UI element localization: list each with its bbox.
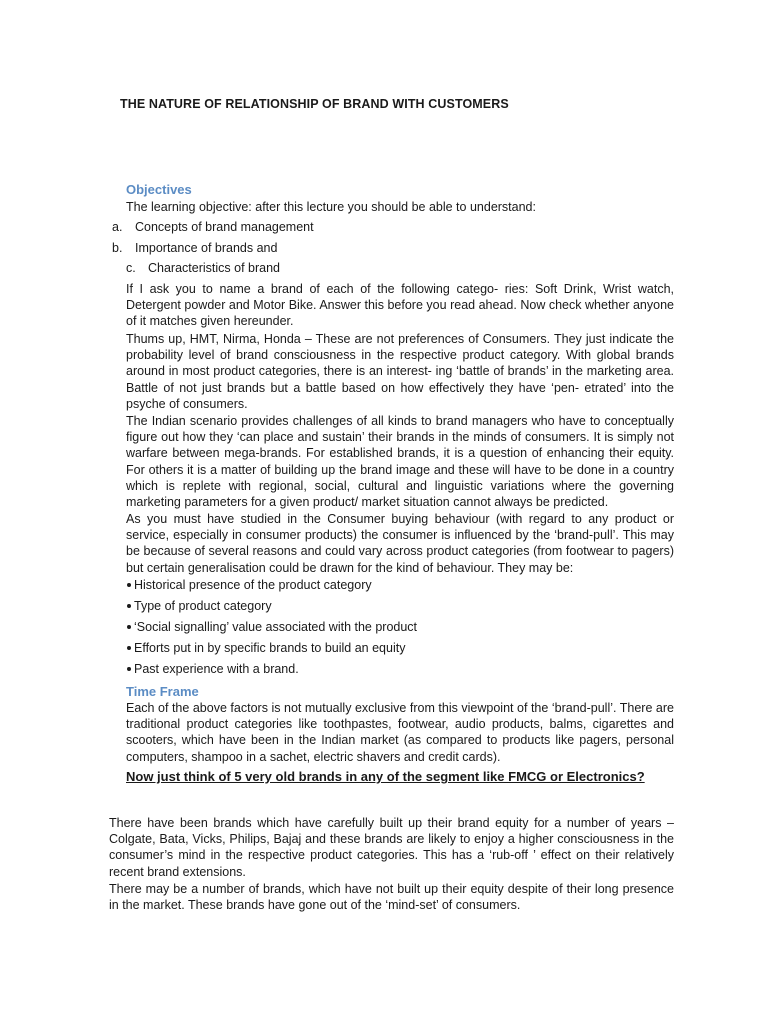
bullet-icon: [127, 646, 131, 650]
bullet-text: Efforts put in by specific brands to build an equity: [134, 641, 406, 655]
objective-marker-b: b.: [112, 241, 123, 255]
bullet-item: [126, 619, 417, 635]
bullet-text: Type of product category: [134, 599, 272, 613]
paragraph: The Indian scenario provides challenges of all kinds to brand managers who have to conceptually figure out how they ‘can place and sustain’ their brands in the minds of consumers. It is simply not warfare between mega-brands. For established brands, it is a question of enhancing their equity. For others it is a matter of building up the brand image and these will have to be done in a country which is replete with regional, social, cultural and linguistic variations where the governing marketing parameters for a given product/ market situation cannot always be predicted.: [126, 414, 674, 510]
paragraph: Thums up, HMT, Nirma, Honda – These are not preferences of Consumers. They just indicate the probability level of brand consciousness in the respective product category. With global brands around in most product categories, there is an interest- ing ‘battle of brands’ in the marketing area. Battle of not just brands but a battle based on how effectively they have ‘pen- etrated’ into the psyche of consumers.: [126, 332, 674, 411]
bullet-icon: [127, 625, 131, 629]
bullet-icon: [127, 604, 131, 608]
bullet-item: [126, 598, 272, 614]
bullet-item: [126, 577, 372, 593]
bullet-icon: [127, 583, 131, 587]
paragraph: There have been brands which have carefully built up their brand equity for a number of years – Colgate, Bata, Vicks, Philips, Bajaj and these brands are likely to enjoy a higher consciousness in the consumer’s mind in the respective product categories. This has a ‘rub-off ’ effect on their relatively recent brand extensions.: [109, 816, 674, 879]
objectives-intro: The learning objective: after this lecture you should be able to understand:: [126, 200, 536, 214]
bullet-icon: [127, 667, 131, 671]
objective-item: Concepts of brand management: [135, 220, 314, 234]
paragraph: As you must have studied in the Consumer buying behaviour (with regard to any product or service, especially in consumer products) the consumer is influenced by the ‘brand-pull’. This may be because of several reasons and could vary across product categories (from footwear to pagers) but certain generalisation could be drawn for the kind of behaviour. They may be:: [126, 512, 674, 575]
bullet-text: ‘Social signalling’ value associated with the product: [134, 620, 418, 634]
objective-item: Importance of brands and: [135, 241, 278, 255]
paragraph: There may be a number of brands, which have not built up their equity despite of their long presence in the market. These brands have gone out of the ‘mind-set’ of consumers.: [109, 882, 674, 913]
document-title: THE NATURE OF RELATIONSHIP OF BRAND WITH CUSTOMERS: [120, 97, 509, 111]
time-frame-paragraph: Each of the above factors is not mutually exclusive from this viewpoint of the ‘brand-pull’. There are traditional product categories like toothpastes, footwear, audio products, balms, cigarettes and scooters, which have been in the Indian market (as compared to products like pagers, personal computers, shampoo in a sachet, electric shavers and credit cards).: [126, 701, 674, 764]
time-frame-heading: Time Frame: [126, 684, 199, 699]
bullet-item: [126, 640, 405, 656]
paragraph: If I ask you to name a brand of each of the following catego- ries: Soft Drink, Wrist watch, Detergent powder and Motor Bike. Answer this before you read ahead. Now check whether anyone of it matches given hereunder.: [126, 282, 674, 329]
question-heading: Now just think of 5 very old brands in any of the segment like FMCG or Electronics?: [126, 769, 645, 784]
objective-item: Characteristics of brand: [148, 261, 281, 275]
objective-marker-a: a.: [112, 220, 123, 234]
bullet-text: Past experience with a brand.: [134, 662, 299, 676]
bullet-text: Historical presence of the product category: [134, 578, 372, 592]
objectives-heading: Objectives: [126, 182, 192, 197]
objective-marker-c: c.: [126, 261, 136, 275]
bullet-item: [126, 661, 299, 677]
